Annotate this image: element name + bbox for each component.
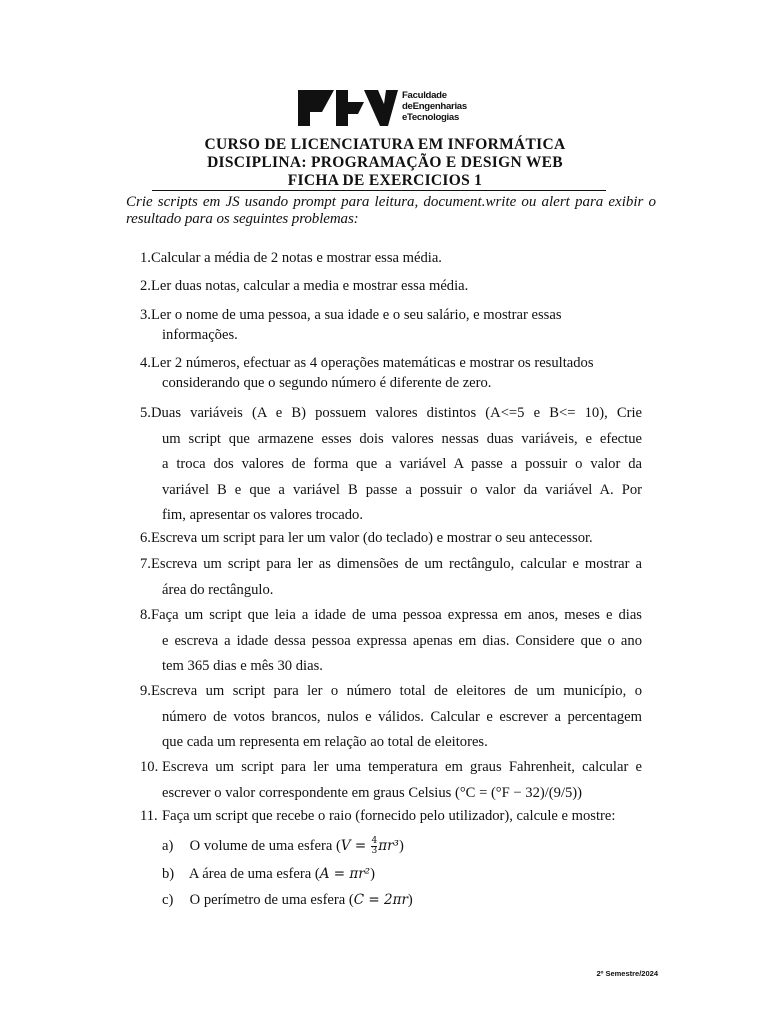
faculty-logo — [296, 88, 496, 128]
subitem-text: A área de uma esfera ( — [188, 866, 320, 882]
sheet-title: FICHA DE EXERCICIOS 1 — [287, 172, 483, 189]
subitem-text: O perímetro de uma esfera ( — [189, 892, 354, 908]
instructions-line-2: resultado para os seguintes problemas: — [126, 211, 359, 227]
exercise-1 — [140, 248, 642, 268]
exercise-text: Ler duas notas, calcular a media e mostrar essa média. — [151, 278, 469, 294]
exercise-number: 10. — [140, 759, 159, 775]
exercise-number: 11. — [140, 808, 158, 824]
logo-line-2: deEngenharias — [402, 101, 467, 113]
exercise-text: Calcular a média de 2 notas e mostrar essa média. — [151, 250, 442, 266]
course-title: CURSO DE LICENCIATURA EM INFORMÁTICA — [204, 136, 566, 153]
exercise-number: 3. — [140, 307, 151, 323]
logo-line-3: eTecnologias — [402, 112, 459, 124]
exercise-number: 8. — [140, 607, 151, 623]
exercise-number: 5. — [140, 405, 151, 421]
subitem-a — [162, 834, 404, 858]
exercise-number: 7. — [140, 556, 151, 572]
instructions-line-1: Crie scripts em JS usando prompt para leitura, document.write ou alert para exibir o — [126, 194, 656, 210]
exercise-text: Escreva um script para ler um valor (do teclado) e mostrar o seu antecessor. — [151, 530, 593, 546]
exercise-text: um script que armazene esses dois valores nessas duas variáveis, e efectue — [162, 430, 642, 447]
area-formula: A = πr² — [319, 866, 371, 882]
exercise-text: Ler 2 números, efectuar as 4 operações matemáticas e mostrar os resultados — [151, 355, 594, 371]
subitem-label: c) — [162, 892, 174, 908]
fet-logo-mark-icon — [296, 88, 400, 128]
logo-faculty-name — [402, 90, 467, 124]
perimeter-formula: C = 2πr — [353, 892, 408, 908]
title-divider — [152, 190, 606, 191]
exercise-text: Duas variáveis (A e B) possuem valores distintos (A<=5 e B<= 10), Crie — [151, 405, 642, 421]
exercise-5 — [140, 401, 642, 529]
exercise-text: escrever o valor correspondente em graus Celsius (°C = (°F − 32)/(9/5)) — [162, 784, 583, 801]
exercise-number: 9. — [140, 683, 151, 699]
exercise-number: 4. — [140, 355, 151, 371]
subitem-label: b) — [162, 866, 175, 882]
subitem-b — [162, 864, 375, 884]
fraction-denominator: 3 — [371, 846, 378, 856]
subitem-label: a) — [162, 838, 174, 854]
exercise-text: que cada um representa em relação ao total de eleitores. — [162, 734, 488, 750]
exercise-text: fim, apresentar os valores trocado. — [162, 507, 363, 523]
semester-footer: 2º Semestre/2024 — [596, 969, 658, 978]
exercise-11 — [140, 806, 642, 826]
exercise-6 — [140, 528, 642, 548]
exercise-text: a troca dos valores de forma que a variável A passe a possuir o valor da — [162, 456, 642, 472]
exercise-7 — [140, 552, 642, 603]
fraction — [371, 837, 377, 856]
discipline-title: DISCIPLINA: PROGRAMAÇÃO E DESIGN WEB — [207, 154, 563, 171]
exercise-3 — [140, 305, 642, 345]
exercise-text: considerando que o segundo número é diferente de zero. — [162, 375, 492, 391]
exercise-text: Faça um script que leia a idade de uma pessoa expressa em anos, meses e dias — [151, 607, 642, 623]
exercise-text: Ler o nome de uma pessoa, a sua idade e o seu salário, e mostrar essas — [151, 307, 562, 323]
exercise-text: variável B e que a variável B passe a possuir o valor da variável A. Por — [162, 481, 642, 498]
instructions — [126, 194, 656, 228]
exercise-2 — [140, 276, 642, 296]
exercise-number: 1. — [140, 250, 151, 266]
exercise-10 — [140, 755, 642, 806]
subitem-close: ) — [398, 838, 404, 854]
logo-line-1: Faculdade — [402, 90, 447, 101]
exercise-text: número de votos brancos, nulos e válidos. Calcular e escrever a percentagem — [162, 708, 642, 725]
exercise-4 — [140, 353, 642, 393]
volume-formula: V = $\frac{4}{3}$ πr³ — [340, 836, 399, 856]
subitem-close: ) — [370, 866, 375, 882]
exercise-text: Escreva um script para ler uma temperatura em graus Fahrenheit, calcular e — [162, 759, 642, 775]
exercise-text: Faça um script que recebe o raio (fornecido pelo utilizador), calcule e mostre: — [162, 808, 616, 824]
exercise-text: Escreva um script para ler as dimensões de um rectângulo, calcular e mostrar a — [151, 556, 642, 572]
exercise-number: 2. — [140, 278, 151, 294]
exercise-text: e escreva a idade dessa pessoa expressa apenas em dias. Considere que o ano — [162, 632, 642, 649]
subitem-close: ) — [407, 892, 413, 908]
subitem-c — [162, 890, 413, 910]
subitem-text: O volume de uma esfera ( — [189, 838, 341, 854]
exercise-text: tem 365 dias e mês 30 dias. — [162, 658, 323, 674]
exercise-8 — [140, 603, 642, 680]
exercise-9 — [140, 679, 642, 756]
exercise-number: 6. — [140, 530, 151, 546]
exercise-text: informações. — [162, 327, 238, 343]
exercise-text: Escreva um script para ler o número total de eleitores de um município, o — [151, 683, 642, 699]
exercise-text: área do rectângulo. — [162, 581, 274, 598]
fraction-numerator: 4 — [371, 836, 378, 846]
